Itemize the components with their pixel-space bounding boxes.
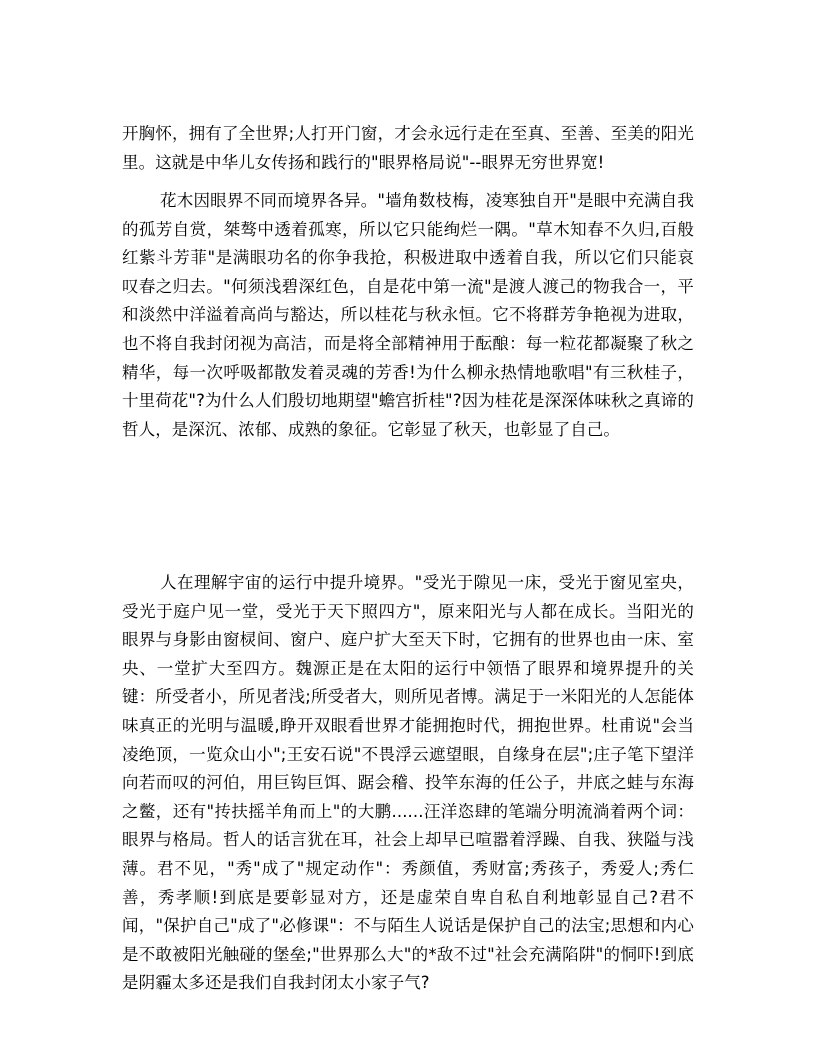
paragraph-universe: 人在理解宇宙的运行中提升境界。"受光于隙见一床，受光于窗见室央，受光于庭户见一堂，受光于天下照四方"，原来阳光与人都在成长。当阳光的眼界与身影由窗棂间、窗户、庭户扩大至天下时，它拥有的世界也由一床、室央、一堂扩大至四方。魏源正是在太阳的运行中领悟了眼界和境界提升的关键：所受者小，所见者浅;所受者大，则所见者博。满足于一米阳光的人怎能体味真正的光明与温暖,睁开双眼看世界才能拥抱时代，拥抱世界。杜甫说"会当凌绝顶，一览众山小";王安石说"不畏浮云遮望眼，自缘身在层";庄子笔下望洋向若而叹的河伯，用巨钩巨饵、踞会稽、投竿东海的任公子，井底之蛙与东海之鳖，还有"抟扶摇羊角而上"的大鹏......汪洋恣肆的笔端分明流淌着两个词：眼界与格局。哲人的话言犹在耳，社会上却早已喧嚣着浮躁、自我、狭隘与浅薄。君不见，"秀"成了"规定动作"：秀颜值，秀财富;秀孩子，秀爱人;秀仁善，秀孝顺!到底是要彰显对方，还是虚荣自卑自私自利地彰显自己?君不闻，"保护自己"成了"必修课"：不与陌生人说话是保护自己的法宝;思想和内心是不敢被阳光触碰的堡垒;"世界那么大"的*敌不过"社会充满陷阱"的恫吓!到底是阴霾太多还是我们自我封闭太小家子气? [122,573,694,993]
paragraph-flowers: 花木因眼界不同而境界各异。"墙角数枝梅，凌寒独自开"是眼中充满自我的孤芳自赏，桀骜中透着孤寒，所以它只能绚烂一隅。"草木知春不久归,百般红紫斗芳菲"是满眼功名的你争我抢，积极进取中透着自我，所以它们只能哀叹春之归去。"何须浅碧深红色，自是花中第一流"是渡人渡己的物我合一，平和淡然中洋溢着高尚与豁达，所以桂花与秋永恒。它不将群芳争艳视为进取，也不将自我封闭视为高洁，而是将全部精神用于酝酿：每一粒花都凝聚了秋之精华，每一次呼吸都散发着灵魂的芳香!为什么柳永热情地歌唱"有三秋桂子，十里荷花"?为什么人们殷切地期望"蟾宫折桂"?因为桂花是深深体味秋之真谛的哲人，是深沉、浓郁、成熟的象征。它彰显了秋天，也彰显了自己。 [122,191,694,439]
paragraph-continuation: 开胸怀，拥有了全世界;人打开门窗，才会永远行走在至真、至善、至美的阳光里。这就是中华儿女传扬和践行的"眼界格局说"--眼界无穷世界宽! [122,124,694,172]
